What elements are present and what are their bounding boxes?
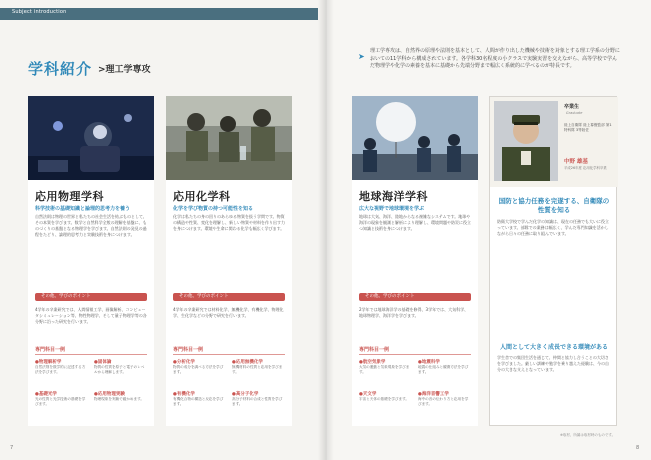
subject-item: ●基礎光学 光の性質と光学技術の基礎を学びます。 — [35, 392, 86, 407]
graduate-label-en: Graduate — [566, 111, 583, 115]
subjects-divider — [35, 354, 147, 355]
department-body: 地球は大気、海洋、陸地からなる複雑なシステムです。地球や海洋の現象を観測と解析により理解し、環境問題や防災に役立つ知識と技術を身につけます。 — [359, 214, 471, 231]
page-gutter — [318, 0, 334, 460]
subject-item: ●応用無機化学 無機材料の性質と応用を学びます。 — [232, 360, 283, 375]
learning-point-label: その他、学びのポイント — [173, 293, 285, 301]
subjects-divider — [173, 354, 285, 355]
graduate-profile — [489, 96, 617, 426]
earth-ocean-photo — [352, 96, 478, 180]
learning-point-label: その他、学びのポイント — [35, 293, 147, 301]
subjects-label: 専門科目一例 — [35, 347, 66, 353]
department-tagline: 広大な視野で地球環境を学ぶ — [359, 206, 425, 212]
subject-item: ●海洋音響工学 海中の音の伝わり方と応用を学びます。 — [418, 392, 469, 407]
chemistry-lab-photo — [166, 96, 292, 180]
page-number-left: 7 — [10, 445, 14, 451]
learning-point-label: その他、学びのポイント — [359, 293, 471, 301]
subject-item: ●分析化学 物質の成分を調べる方法を学びます。 — [173, 360, 224, 375]
subject-item: ●高分子化学 高分子材料の合成と性質を学びます。 — [232, 392, 283, 407]
section-title: 学科紹介 — [28, 60, 93, 78]
subject-item: ●天文学 宇宙と天体の基礎を学びます。 — [359, 392, 410, 401]
graduate-year: 平成26年度 応用化学科卒業 — [564, 166, 607, 170]
subject-item: ●物理解析学 自然法則を数学的に記述する方法を学びます。 — [35, 360, 86, 375]
page-number-right: 8 — [636, 445, 640, 451]
intro-text: 理工学専攻は、自然界の原理や法則を基本として、人間が作り出した機械や技術を対象とする理工学系の分野においての11学科から構成されています。各学科30名程度の小クラスで実験実習を交えながら、高等学校で学んだ物理学や化学の素養を基本に基礎から先端分野まで幅広く系統的に学べるのが特長です。 — [370, 48, 620, 69]
graduate-body-1: 防衛大学校で学んだ化学の知識は、現在の任務でも大いに役立っています。部隊での業務は幅広く、学んだ専門知識を活かしながら日々の任務に取り組んでいます。 — [497, 219, 609, 236]
section-subtitle: >理工学専攻 — [98, 65, 151, 75]
subject-item: ●応用物理実験 物理現象を実験で確かめます。 — [94, 392, 145, 401]
graduate-portrait — [494, 101, 558, 181]
department-card-chemistry — [166, 96, 292, 426]
graduate-label: 卒業生 — [564, 104, 580, 110]
subject-item: ●地震科学 地震の仕組みと観測方法を学びます。 — [418, 360, 469, 375]
header-label: Subject introduction — [12, 9, 67, 15]
department-tagline: 化学を学び物質の持つ可能性を知る — [173, 206, 254, 212]
subject-item: ●有機化学 有機化合物の構造と反応を学びます。 — [173, 392, 224, 407]
department-body: 自然法則は物理の世界と私たちの社会生活を結ぶものとして、その本質を学びます。数学と自然科学全般の理解を基盤に、ものづくりの基盤となる物理学を学びます。自然法則の発見の過程をたどり、論理的思考力と実験技術を身につけます。 — [35, 214, 147, 237]
subjects-divider — [359, 354, 471, 355]
subjects-label: 専門科目一例 — [173, 347, 204, 353]
graduate-affiliation: 陸上自衛隊 陸上幕僚監部 第1特科隊 3等陸佐 — [564, 123, 612, 133]
graduate-heading-1: 国防と協力任務を完遂する、自衛隊の性質を知る — [498, 197, 610, 214]
graduate-heading-2: 人間として大きく成長できる環境がある — [499, 344, 608, 351]
subject-item: ●固体論 物質の性質を原子と電子のレベルから理解します。 — [94, 360, 145, 375]
department-name: 地球海洋学科 — [359, 190, 428, 203]
department-card-physics — [28, 96, 154, 426]
subjects-label: 専門科目一例 — [359, 347, 390, 353]
department-tagline: 科学技術の基礎知識と論理的思考力を養う — [35, 206, 131, 212]
learning-point-text: 4学年の卒業研究では、人間情報工学、画像解析、コンピュータシミュレーション等、物性物理学、そして量子物理学等の各分野に沿った研究を行います。 — [35, 307, 147, 324]
department-card-earth-ocean — [352, 96, 478, 426]
graduate-body-2: 学生舎での集団生活を通じて、仲間と協力し合うことの大切さを学びました。厳しい訓練や勉学を乗り越えた経験は、今の自分の大きな支えとなっています。 — [497, 355, 609, 372]
graduate-name: 中野 雄基 — [564, 159, 588, 165]
physics-lab-photo — [28, 96, 154, 180]
learning-point-text: 2学年では地球海洋学の基礎を修得、3学年では、大気科学、地球物理学、海洋学を学びます。 — [359, 307, 469, 318]
subject-item: ●航空気象学 大気の運動と気象現象を学びます。 — [359, 360, 410, 375]
department-name: 応用化学科 — [173, 190, 231, 203]
footnote: ※取材、所属は取材時のものです。 — [560, 433, 616, 437]
department-name: 応用物理学科 — [35, 190, 104, 203]
department-body: 化学は私たちの身の回りのあらゆる物質を扱う学問です。物質の構造や性質、変化を理解し、新しい物質や材料を作り出す力を身につけます。環境や生命に関わる化学も幅広く学びます。 — [173, 214, 285, 231]
learning-point-text: 4学年の卒業研究では材料化学、無機化学、有機化学、物理化学、生化学などの分野で研究を行います。 — [173, 307, 284, 318]
arrow-icon: ➤ — [358, 52, 365, 61]
